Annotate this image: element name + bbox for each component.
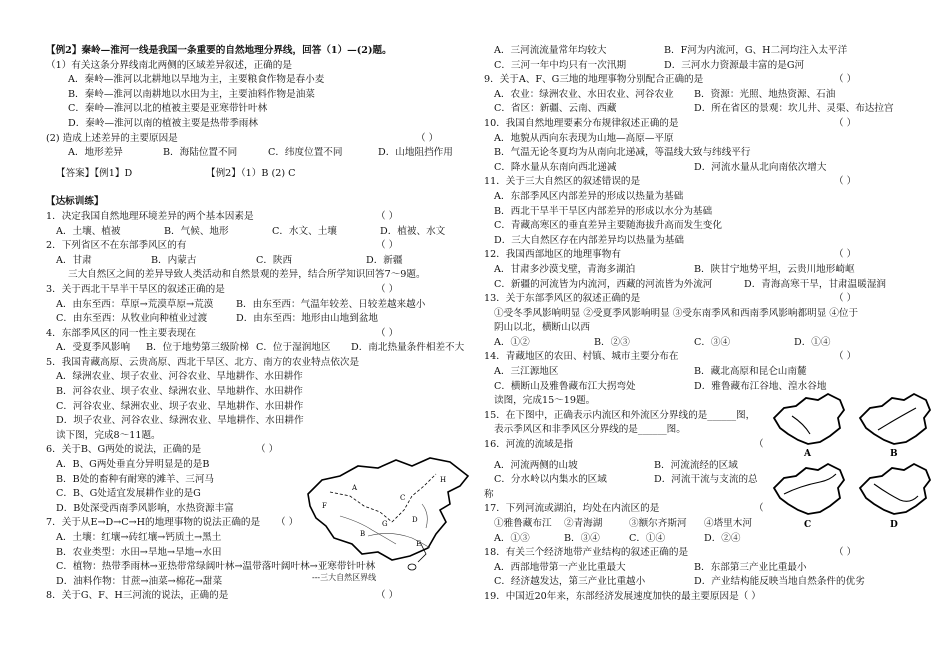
small-maps-svg [770, 390, 940, 530]
q8-row [46, 589, 486, 604]
q7-option-c: C．植物：热带季雨林→亚热带常绿阔叶林→温带落叶阔叶林→亚寒带针叶林 [56, 561, 376, 573]
answer-paren: （ ） [834, 293, 857, 305]
q4-stem: 4．东部季风区的同一性主要表现在 [46, 327, 197, 339]
option-b: B．F河为内流河，G、H二河均注入太平洋 [664, 45, 848, 56]
china-natural-regions-map [300, 452, 480, 572]
option-a: A．农业：绿洲农业、水田农业、河谷农业 [494, 88, 674, 100]
q18-options-ab [484, 561, 904, 576]
q3-stem: 3．关于西北干旱半干旱区的叙述正确的是 [46, 283, 225, 295]
q3-options-ab [46, 298, 486, 313]
q1-stem: （1）有关这条分界线南北两侧的区域差异叙述，正确的是 [46, 59, 292, 71]
q7-option-a: A．土壤：红壤→砖红壤→钙质土→黑土 [56, 532, 222, 543]
q17-options [484, 532, 904, 547]
question-2-options [46, 254, 486, 269]
answer-paren: （ ） [256, 444, 279, 456]
small-map-label-a: A [804, 449, 811, 459]
q12-options-ab [484, 263, 904, 278]
answer-paren: （ ） [834, 547, 857, 559]
q2-option-c: C．纬度位置不同 [268, 147, 343, 159]
option-d: D．新疆 [366, 254, 403, 266]
option-c: C．省区：新疆、云南、西藏 [494, 103, 617, 115]
q9-stem: 9．关于A、F、G三地的地理事物分别配合正确的是 [484, 74, 704, 86]
q2b-row [46, 239, 486, 254]
q1-option-d: D．秦岭—淮河以南的植被主要是热带季雨林 [68, 117, 258, 129]
q10-options-cd [484, 161, 904, 176]
q7-option-d: D．油料作物：甘蔗→油菜→棉花→甜菜 [56, 575, 223, 587]
map-legend-caption: ---三大自然区界线 [312, 573, 377, 582]
option-c: C．分水岭以内集水的区域 [494, 474, 607, 486]
q13-options [484, 336, 904, 351]
q9-options-cd [484, 102, 904, 117]
q10-stem: 10．我国自然地理要素分布规律叙述正确的是 [484, 117, 679, 129]
q8-stem: 8．关于G、F、H三河流的说法，正确的是 [46, 590, 229, 602]
answer-paren: （ ） [376, 327, 399, 339]
answer-paren: （ ） [834, 249, 857, 261]
q11-option-d: D．三大自然区存在内部差异均以热量为基础 [494, 234, 684, 246]
q12-stem: 12．我国西部地区的地理事物有 [484, 249, 621, 261]
map-label-d: D [412, 516, 418, 524]
option-d: D．②④ [704, 532, 741, 544]
option-c: C．陕西 [256, 254, 293, 266]
q12-options-cd [484, 278, 904, 293]
small-map-c [774, 464, 844, 530]
q12-row [484, 248, 904, 263]
q11-row [484, 175, 904, 190]
example2-stem: 【例2】秦岭—淮河一线是我国一条重要的自然地理分界线，回答（1）—(2)题。 [46, 45, 392, 56]
q14-options-ab [484, 365, 904, 380]
option-a: A．甘肃 [56, 254, 92, 266]
q19-stem: 19．中国近20年来，东部经济发展速度加快的最主要原因是（ ） [484, 590, 761, 602]
answer-paren: （ ） [834, 176, 857, 188]
option-a: A．甘肃多沙漠戈壁，青海多湖泊 [494, 263, 636, 275]
q2-options [46, 146, 486, 161]
q5-option-b: B．河谷农业、坝子农业、绿洲农业、旱地耕作、水田耕作 [56, 386, 303, 398]
small-map-d [860, 464, 930, 530]
option-b: B．气候、地形 [164, 225, 229, 237]
option-c: C．三河一年中均只有一次汛期 [494, 59, 627, 71]
q5-stem: 5．我国青藏高原、云贵高原、西北干旱区、北方、南方的农业特点依次是 [46, 356, 360, 368]
answer-paren: （ ） [376, 210, 399, 222]
option-a: A．①② [494, 336, 530, 348]
q2-option-d: D．山地阻挡作用 [378, 147, 453, 159]
intro-3-9: 三大自然区之间的差异导致人类活动和自然景观的差异，结合所学知识回答7～9题。 [68, 269, 426, 281]
q10-row [484, 117, 904, 132]
q11-option-b: B．西北干旱半干旱区内部差异的形成以水分为基础 [494, 205, 713, 217]
map-label-c: C [400, 494, 406, 502]
option-b: B．河流流经的区域 [654, 459, 738, 471]
q2-stem: (2) 造成上述差异的主要原因是 [46, 132, 178, 144]
option-a: A．由东至西：草原→荒漠草原→荒漠 [56, 298, 214, 310]
answer-paren: （ ） [834, 74, 857, 86]
q5-option-a: A．绿洲农业、坝子农业、河谷农业、旱地耕作、水田耕作 [56, 371, 303, 383]
option-c: C．③④ [694, 336, 731, 348]
q9-row [484, 73, 904, 88]
option-a: A．①③ [494, 532, 530, 544]
option-a: A．西部地带第一产业比重最大 [494, 561, 626, 573]
option-c: C．水文、土壤 [272, 225, 337, 237]
small-map-a [774, 394, 844, 459]
q5-option-d: D．坝子农业、河谷农业、绿洲农业、旱地耕作、水田耕作 [56, 415, 304, 427]
option-c: C．由东至西：从牧业向种植业过渡 [56, 313, 208, 325]
answer-paren: （ ） [834, 351, 857, 363]
option-d: D．①④ [794, 336, 831, 348]
option-d: D．产业结构能反映当地自然条件的优劣 [694, 576, 865, 588]
q2-option-a: A．地形差异 [68, 147, 123, 159]
q18-row [484, 546, 904, 561]
q16-tail: 称 [484, 488, 494, 500]
option-a: A．三江源地区 [494, 366, 559, 378]
q8-options-ab [484, 44, 904, 59]
map-label-f: F [322, 502, 327, 510]
read-map-note: 读下图，完成8～11题。 [56, 429, 161, 441]
option-b: B．③④ [564, 532, 600, 544]
option-c: C．降水量从东南向西北递减 [494, 161, 617, 173]
option-a: A．河流两侧的山坡 [494, 459, 578, 471]
q11-option-c: C．青藏高寒区的垂直差异主要随海拔升高而发生变化 [494, 220, 722, 232]
q16-stem: 16．河流的流域是指 [484, 439, 573, 451]
q7-option-b: B．农业类型：水田→旱地→旱地→水田 [56, 546, 222, 558]
q15-stem: 15．在下图中，正确表示内流区和外流区分界线的是______图， [484, 409, 756, 421]
q7-stem: 7．关于从E→D→C→H的地理事物的说法正确的是 [46, 517, 261, 529]
answer-paren: （ ） [376, 590, 399, 602]
option-b: B．由东至西：气温年较差、日较差越来越小 [236, 298, 426, 310]
q10-option-a: A．地貌从西向东表现为山地—高原—平原 [494, 132, 674, 144]
small-map-label-b: B [890, 449, 898, 459]
q11-option-a: A．东部季风区内部差异的形成以热量为基础 [494, 190, 684, 202]
answer-example1: 【答案】【例1】D [56, 167, 133, 179]
q6-option-a: A．B、G两处垂直分异明显是的是B [56, 459, 210, 471]
map-label-e: E [416, 540, 422, 548]
option-d: D．所在省区的景观：坎儿井、灵渠、布达拉宫 [694, 103, 894, 115]
option-b: B．②③ [594, 336, 630, 348]
q6-option-d: D．B处深受西南季风影响，水热资源丰富 [56, 502, 234, 514]
answer-paren: （ [754, 439, 764, 451]
q13-items: ①受冬季风影响明显 ②受夏季风影响明显 ③受东南季风和西南季风影响都明显 ④位于 [494, 307, 859, 319]
map-label-g: G [382, 520, 388, 528]
q6-option-b: B．B处的畜种有耐寒的滩羊、三河马 [56, 473, 215, 485]
q1-row [46, 210, 486, 225]
q4-options [46, 341, 486, 356]
small-map-b [860, 394, 930, 459]
option-c: C．①④ [629, 532, 666, 544]
answer-paren: （ ） [276, 517, 299, 529]
option-c: C．经济越发达，第三产业比重越小 [494, 576, 646, 588]
q6-option-c: C．B、G处适宜发展耕作业的是G [56, 488, 201, 500]
q1-option-a: A．秦岭—淮河以北耕地以旱地为主，主要粮食作物是春小麦 [68, 74, 325, 86]
option-b: B．资源：光照、地热资源、石油 [694, 88, 836, 100]
small-map-label-c: C [804, 520, 812, 530]
map-label-a: A [352, 484, 358, 492]
option-d: D．三河水力资源最丰富的是G河 [664, 59, 805, 71]
answer-row [46, 167, 486, 182]
map-label-b: B [360, 530, 366, 538]
q18-stem: 18．有关三个经济地带产业结构的叙述正确的是 [484, 547, 689, 559]
answer-paren: （ ） [834, 117, 857, 129]
option-b: B．陕甘宁地势平坦，云贵川地形崎岖 [694, 263, 855, 275]
q13-items-cont: 阴山以北，横断山以西 [494, 322, 590, 334]
option-d: D．青海高寒干旱，甘肃温暖湿润 [744, 278, 887, 290]
q14-stem: 14．青藏地区的农田、村镇、城市主要分布在 [484, 351, 679, 363]
q10-option-b: B．气温无论冬夏均为从南向北递减，等温线大致与纬线平行 [494, 147, 751, 159]
q1-option-b: B．秦岭—淮河以南耕地以水田为主，主要油料作物是油菜 [68, 88, 315, 100]
option-b: B．东部第三产业比重最小 [694, 561, 807, 573]
option-d: D．河流水量从北向南依次增大 [694, 161, 827, 173]
option-a: A．三河流流量常年均较大 [494, 45, 607, 56]
q3-options-cd [46, 312, 486, 327]
option-c: C．新疆的河流皆为内流河，西藏的河流皆为外流河 [494, 278, 713, 290]
q2-stem-row [46, 132, 486, 147]
question-1-options [46, 225, 486, 240]
option-a: A．受夏季风影响 [56, 342, 131, 354]
question-2-stem: 2．下列省区不在东部季风区的有 [46, 240, 187, 252]
item-3: ③额尔齐斯河 [629, 518, 687, 529]
option-b: B．内蒙古 [151, 254, 197, 266]
option-c: C．位于湿润地区 [256, 342, 331, 354]
q6-stem: 6．关于B、G两处的说法，正确的是 [46, 444, 202, 456]
q13-stem: 13．关于东部季风区的叙述正确的是 [484, 293, 641, 305]
answer-paren: （ ） [376, 240, 399, 252]
q9-options-ab [484, 88, 904, 103]
question-1-stem: 1．决定我国自然地理环境差异的两个基本因素是 [46, 210, 254, 222]
item-2: ②青海湖 [564, 518, 603, 529]
small-map-label-d: D [890, 520, 898, 530]
option-d: D．河流干流与支流的总 [654, 474, 758, 486]
q8-options-cd [484, 59, 904, 74]
q4-row [46, 327, 486, 342]
option-d: D．由东至西：地形由山地到盆地 [236, 313, 379, 325]
q5-option-c: C．河谷农业、绿洲农业、坝子农业、旱地耕作、水田耕作 [56, 400, 304, 412]
q2-option-b: B．海陆位置不同 [163, 147, 238, 159]
option-b: B．位于地势第三级阶梯 [146, 342, 249, 354]
answer-paren: （ ） [376, 283, 399, 295]
q18-options-cd [484, 575, 904, 590]
q11-stem: 11．关于三大自然区的叙述错误的是 [484, 176, 641, 188]
answer-paren: （ [754, 503, 764, 515]
map-label-h: H [440, 476, 447, 484]
q17-stem: 17．下列河流或湖泊，均处在内流区的是 [484, 503, 660, 515]
option-a: A．土壤、植被 [56, 225, 121, 237]
q15-stem-cont: 表示季风区和非季风区分界线的是______图。 [494, 424, 686, 436]
q14-row [484, 350, 904, 365]
option-c: C．横断山及雅鲁藏布江大拐弯处 [494, 380, 636, 392]
q1-option-c: C．秦岭—淮河以北的植被主要是亚寒带针叶林 [68, 103, 268, 115]
q13-row [484, 292, 904, 307]
option-b: B．藏北高原和昆仑山南麓 [694, 366, 807, 378]
item-4: ④塔里木河 [704, 518, 752, 529]
answer-example2: 【例2】（1）B (2) C [206, 167, 296, 179]
section-title: 【达标训练】 [46, 196, 104, 208]
option-d: D．南北热量条件相差不大 [351, 342, 465, 354]
q3-row [46, 283, 486, 298]
small-maps-grid [770, 390, 940, 530]
option-d: D．植被、水文 [380, 225, 446, 237]
read-map-note-2: 读图，完成15～19题。 [494, 395, 596, 407]
item-1: ①雅鲁藏布江 [494, 518, 552, 529]
answer-paren: （ ） [416, 132, 439, 144]
option-d: D．雅鲁藏布江谷地、湟水谷地 [694, 380, 827, 392]
